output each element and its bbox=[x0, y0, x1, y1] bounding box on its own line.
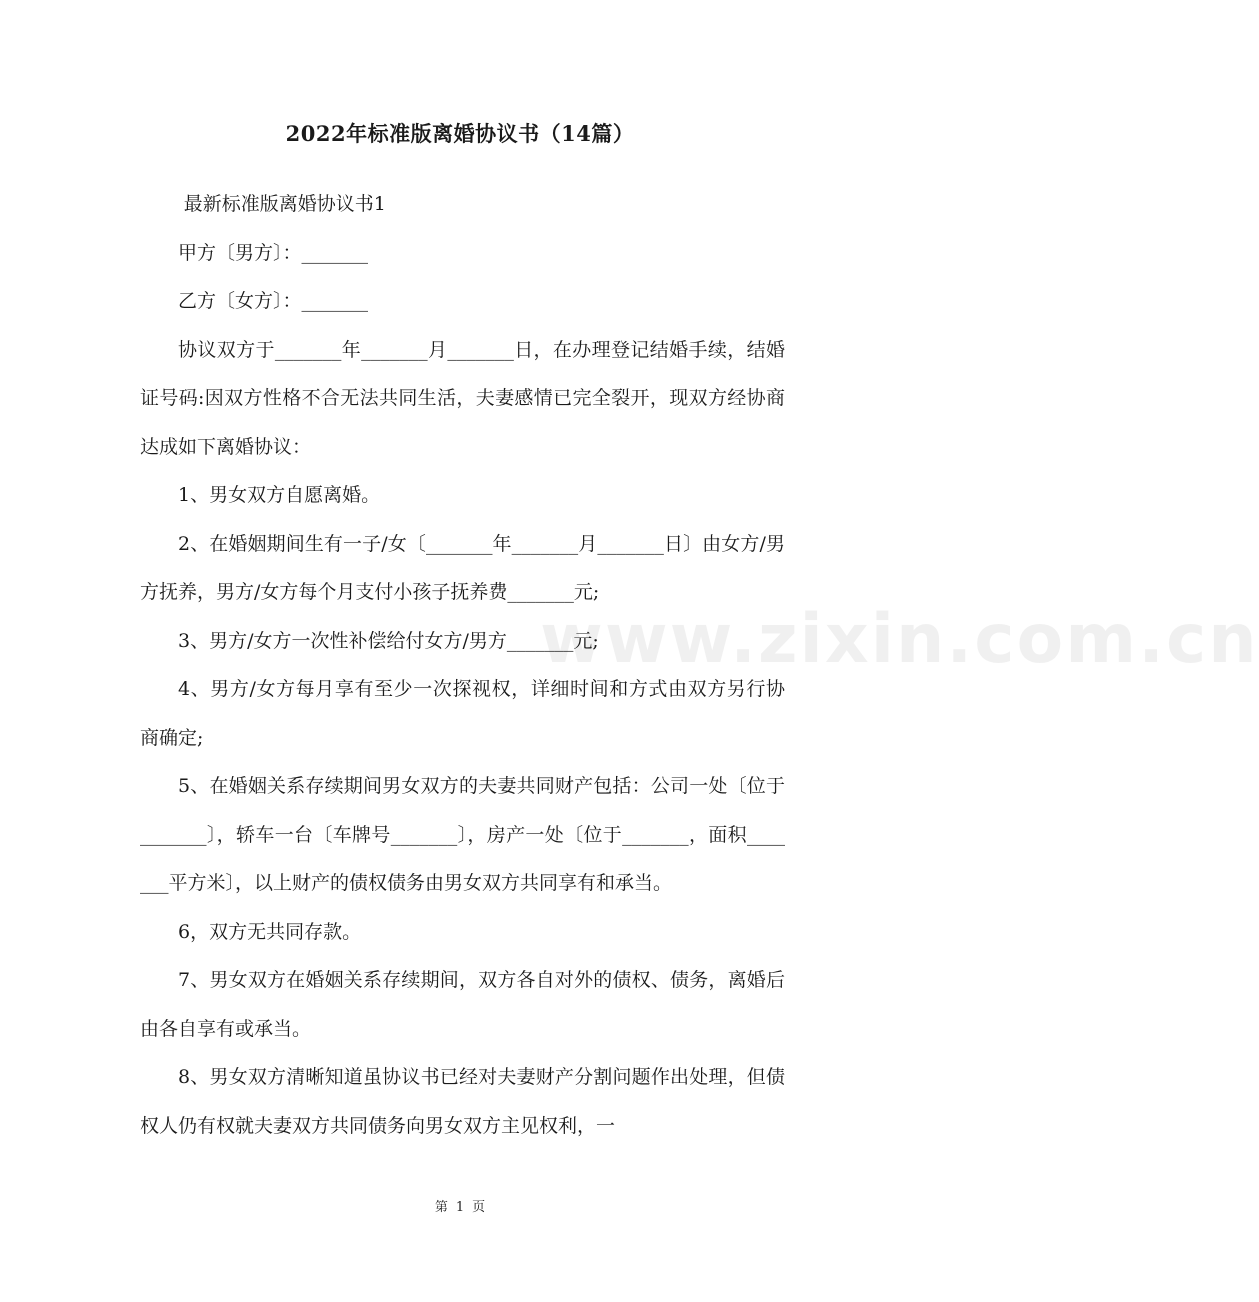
paragraph-clause-5: 5、在婚姻关系存续期间男女双方的夫妻共同财产包括：公司一处〔位于_______〕，轿车一台〔车牌号_______〕，房产一处〔位于_______，面积_______平方米〕，以上财产的债权债务由男女双方共同享有和承当。 bbox=[140, 775, 785, 894]
paragraph-intro: 协议双方于_______年_______月_______日，在办理登记结婚手续，结婚证号码:因双方性格不合无法共同生活，夫妻感情已完全裂开，现双方经协商达成如下离婚协议： bbox=[140, 338, 785, 458]
section-heading: 最新标准版离婚协议书1 bbox=[183, 193, 386, 215]
footer-suffix: 页 bbox=[472, 1200, 486, 1215]
document-title: 2022年标准版离婚协议书（14篇） bbox=[285, 121, 635, 146]
paragraph-party-a: 甲方〔男方〕：_______ bbox=[178, 241, 369, 264]
watermark: www.zixin.com.cn bbox=[540, 600, 1259, 679]
page-number: 1 bbox=[455, 1200, 465, 1215]
paragraph-clause-3: 3、男方/女方一次性补偿给付女方/男方_______元; bbox=[178, 629, 599, 652]
paragraph-clause-2: 2、在婚姻期间生有一子/女〔_______年_______月_______日〕由女方/男方抚养，男方/女方每个月支付小孩子抚养费_______元; bbox=[140, 532, 785, 603]
paragraph-clause-6: 6，双方无共同存款。 bbox=[178, 920, 362, 943]
paragraph-clause-1: 1、男女双方自愿离婚。 bbox=[178, 484, 381, 506]
paragraph-party-b: 乙方〔女方〕：_______ bbox=[178, 290, 369, 312]
paragraph-clause-4: 4、男方/女方每月享有至少一次探视权，详细时间和方式由双方另行协商确定; bbox=[140, 678, 785, 749]
paragraph-clause-7: 7、男女双方在婚姻关系存续期间，双方各自对外的债权、债务，离婚后由各自享有或承当。 bbox=[140, 969, 785, 1040]
footer-prefix: 第 bbox=[434, 1200, 448, 1215]
page-footer bbox=[0, 1196, 920, 1215]
paragraph-clause-8: 8、男女双方清晰知道虽协议书已经对夫妻财产分割问题作出处理，但债权人仍有权就夫妻双方共同债务向男女双方主见权利，一 bbox=[140, 1066, 785, 1137]
